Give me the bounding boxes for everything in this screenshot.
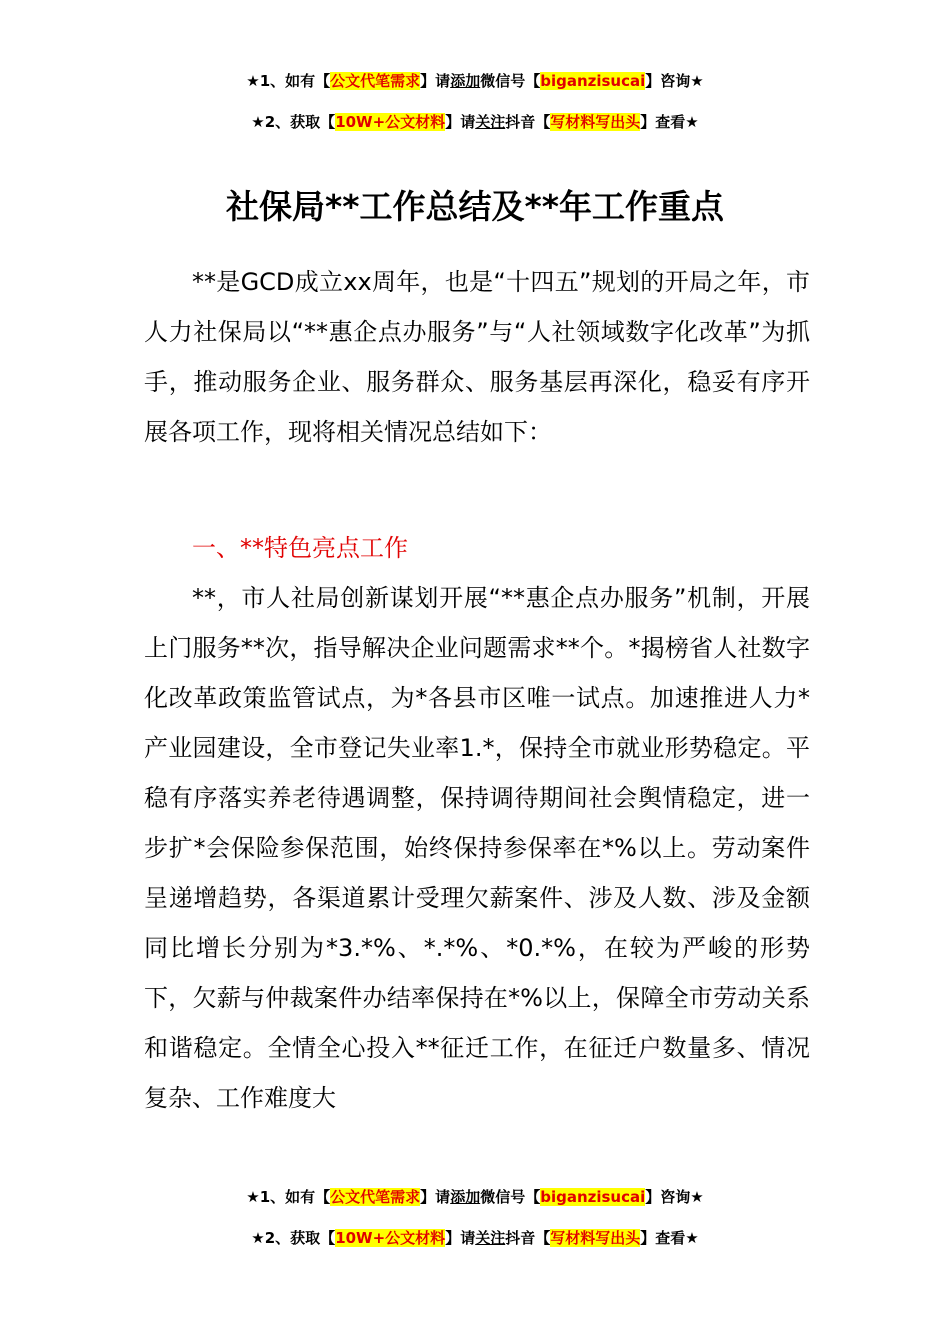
banner-underline: 添加 bbox=[450, 72, 481, 90]
banner-text: 】请 bbox=[420, 72, 451, 90]
banner-underline: 关注 bbox=[475, 1229, 506, 1247]
top-banner-line-1 bbox=[0, 71, 950, 91]
banner-highlight: 公文代笔需求 bbox=[330, 72, 421, 90]
banner-text: ★1、如有【 bbox=[246, 72, 331, 90]
banner-text: 抖音【 bbox=[505, 113, 551, 131]
banner-highlight: 写材料写出头 bbox=[550, 113, 641, 131]
banner-text: 】请 bbox=[445, 113, 476, 131]
banner-text: ★1、如有【 bbox=[246, 1188, 331, 1206]
banner-highlight: 写材料写出头 bbox=[550, 1229, 641, 1247]
banner-underline: 关注 bbox=[475, 113, 506, 131]
section-heading: 一、**特色亮点工作 bbox=[192, 534, 408, 562]
banner-text: 】请 bbox=[420, 1188, 451, 1206]
top-banner-line-2 bbox=[0, 112, 950, 132]
banner-text: ★2、获取【 bbox=[251, 113, 336, 131]
section-paragraph: **，市人社局创新谋划开展“**惠企点办服务”机制，开展上门服务**次，指导解决企业问题需求**个。*揭榜省人社数字化改革政策监管试点，为*各县市区唯一试点。加速推进人力*产业园建设，全市登记失业率1.*，保持全市就业形势稳定。平稳有序落实养老待遇调整，保持调待期间社会舆情稳定，进一步扩*会保险参保范围，始终保持参保率在*%以上。劳动案件呈递增趋势，各渠道累计受理欠薪案件、涉及人数、涉及金额同比增长分别为*3.*%、*.*%、*0.*%，在较为严峻的形势下，欠薪与仲裁案件办结率保持在*%以上，保障全市劳动关系和谐稳定。全情全心投入**征迁工作，在征迁户数量多、情况复杂、工作难度大 bbox=[144, 584, 810, 1112]
intro-paragraph: **是GCD成立xx周年，也是“十四五”规划的开局之年，市人力社保局以“**惠企点办服务”与“人社领域数字化改革”为抓手，推动服务企业、服务群众、服务基层再深化，稳妥有序开展各项工作，现将相关情况总结如下： bbox=[144, 268, 810, 446]
banner-highlight: 公文代笔需求 bbox=[330, 1188, 421, 1206]
bottom-banner-line-2 bbox=[0, 1228, 950, 1248]
banner-text: 微信号【 bbox=[480, 72, 541, 90]
banner-highlight: biganzisucai bbox=[540, 1188, 646, 1206]
document-title: 社保局**工作总结及**年工作重点 bbox=[225, 187, 725, 226]
banner-text: 微信号【 bbox=[480, 1188, 541, 1206]
banner-underline: 添加 bbox=[450, 1188, 481, 1206]
banner-highlight: biganzisucai bbox=[540, 72, 646, 90]
banner-text: ★2、获取【 bbox=[251, 1229, 336, 1247]
banner-highlight: 10W+公文材料 bbox=[335, 113, 446, 131]
banner-text: 】查看★ bbox=[640, 113, 699, 131]
banner-highlight: 10W+公文材料 bbox=[335, 1229, 446, 1247]
banner-text: 】咨询★ bbox=[645, 1188, 704, 1206]
banner-text: 】咨询★ bbox=[645, 72, 704, 90]
banner-text: 抖音【 bbox=[505, 1229, 551, 1247]
banner-text: 】查看★ bbox=[640, 1229, 699, 1247]
banner-text: 】请 bbox=[445, 1229, 476, 1247]
bottom-banner-line-1 bbox=[0, 1187, 950, 1207]
